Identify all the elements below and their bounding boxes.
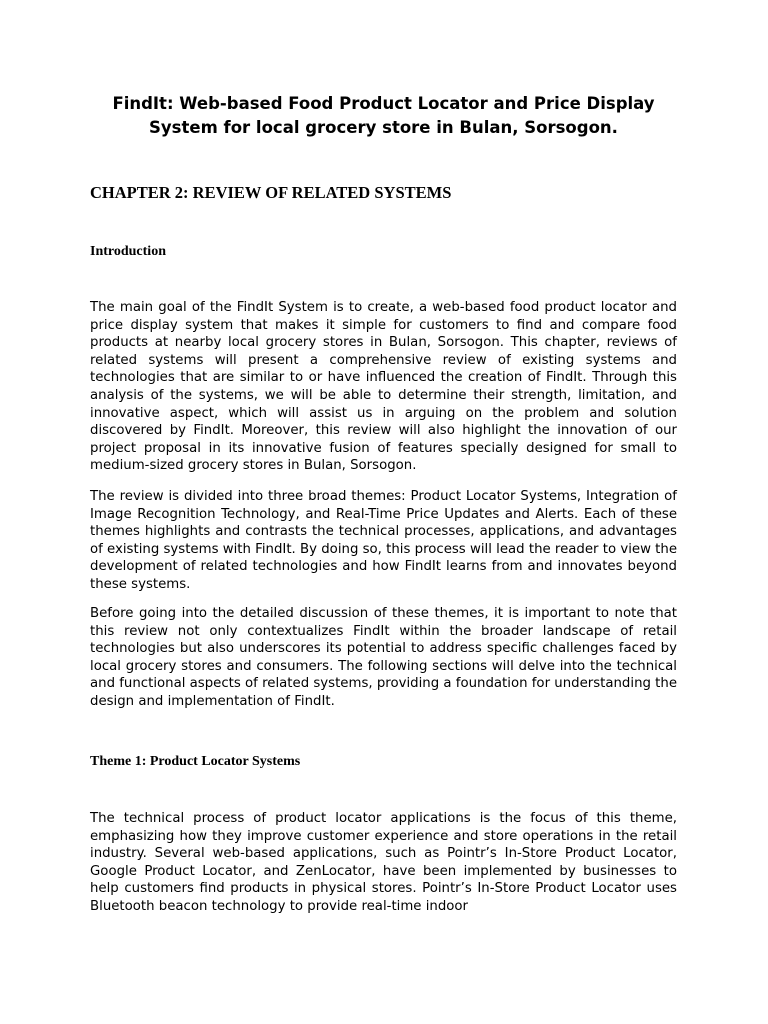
paragraph-introduction-2: The review is divided into three broad themes: Product Locator Systems, Integration of Image Recognition Technology, and Real-Time Price Updates and Alerts. Each of these themes highlights and contrasts the technical processes, applications, and advantages of existing systems with FindIt. By doing so, this process will lead the reader to view the development of related technologies and how FindIt learns from and innovates beyond these systems. [90, 489, 677, 592]
chapter-heading: CHAPTER 2: REVIEW OF RELATED SYSTEMS [90, 183, 452, 202]
paragraph-introduction-1: The main goal of the FindIt System is to create, a web-based food product locator and price display system that makes it simple for customers to find and compare food products at nearby local grocery stores in Bulan, Sorsogon. This chapter, reviews of related systems will present a comprehensive review of existing systems and technologies that are similar to or have influenced the creation of FindIt. Through this analysis of the systems, we will be able to determine their strength, limitation, and innovative aspect, which will assist us in arguing on the problem and solution discovered by FindIt. Moreover, this review will also highlight the innovation of our project proposal in its innovative fusion of features specially designed for small to medium-sized grocery stores in Bulan, Sorsogon. [90, 300, 677, 474]
paragraph-theme-1-1: The technical process of product locator applications is the focus of this theme, emphasizing how they improve customer experience and store operations in the retail industry. Several web-based applications, such as Pointr’s In-Store Product Locator, Google Product Locator, and ZenLocator, have been implemented by businesses to help customers find products in physical stores. Pointr’s In-Store Product Locator uses Bluetooth beacon technology to provide real-time indoor [90, 811, 677, 914]
section-heading-theme-1: Theme 1: Product Locator Systems [90, 754, 301, 769]
section-heading-introduction: Introduction [90, 244, 166, 259]
document-title: FindIt: Web-based Food Product Locator and Price Display System for local grocery store in Bulan, Sorsogon. [112, 94, 655, 137]
paragraph-introduction-3: Before going into the detailed discussion of these themes, it is important to note that this review not only contextualizes FindIt within the broader landscape of retail technologies but also underscores its potential to address specific challenges faced by local grocery stores and consumers. The following sections will delve into the technical and functional aspects of related systems, providing a foundation for understanding the design and implementation of FindIt. [90, 606, 677, 709]
